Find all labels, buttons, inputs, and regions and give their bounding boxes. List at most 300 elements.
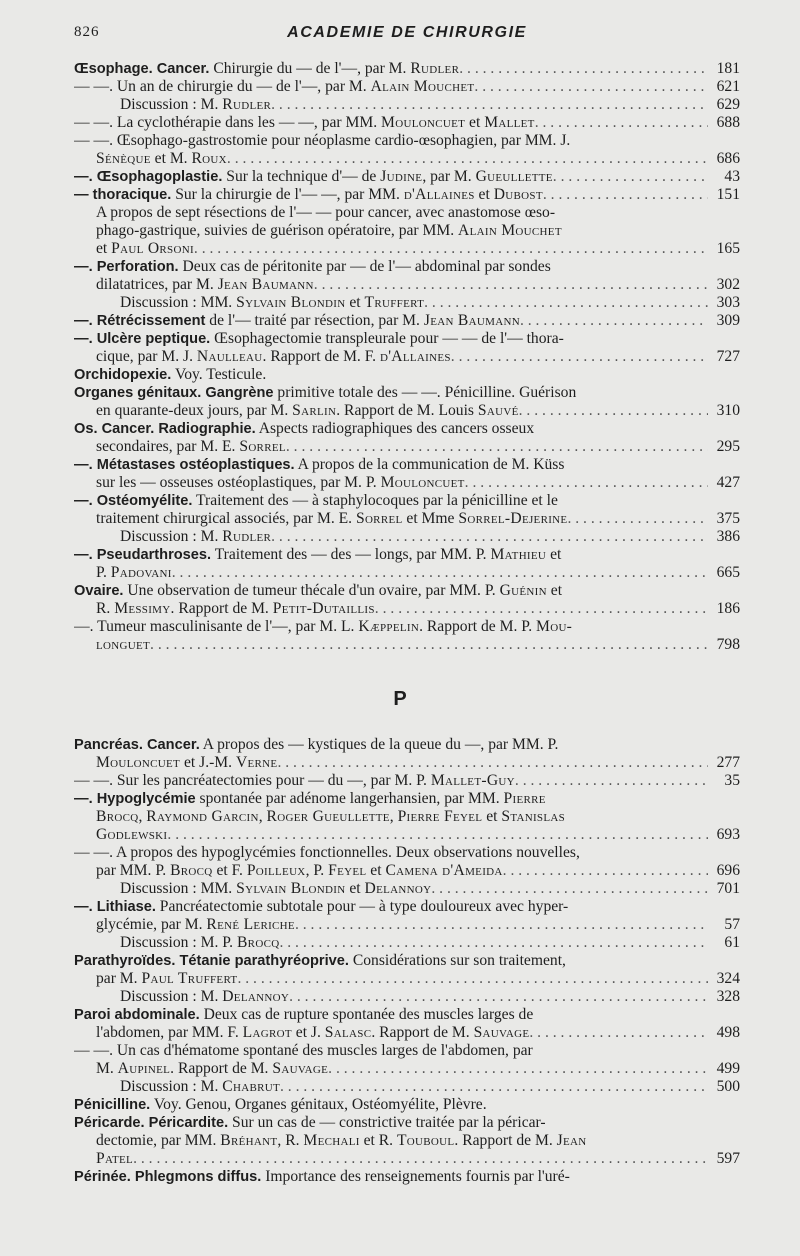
author-name: Bréhant [220,1132,278,1149]
index-line [74,492,740,510]
dot-leader [172,564,708,582]
author-name: Mou- [536,618,573,635]
author-name: Mouloncuet [381,114,466,131]
index-entry-text [96,276,314,294]
author-name: Poilleux [246,862,306,879]
page-reference: 61 [724,934,740,951]
entry-text: par MM. P. [96,862,171,879]
entry-text: — —. Œsophago-gastrostomie pour néoplasme cardio-œsophagien, par MM. J. [74,132,571,149]
entry-text: . Rapport de M. [454,1132,557,1149]
entry-text: et [546,546,562,563]
author-name: Sorrel-Dejerine [458,510,568,527]
index-entry-text [96,438,286,456]
entry-keyword: Os. Cancer. Radiographie. [74,421,256,437]
index-entry-text [120,988,289,1006]
index-entry-text [74,456,564,473]
author-name: Rudler [222,528,272,545]
index-line [74,1114,740,1132]
index-line [74,754,740,772]
index-line [74,312,740,330]
entry-text: Deux cas de péritonite par — de l'— abdominal par sondes [178,258,551,275]
index-line [74,844,740,862]
entry-text: . Rapport de M. [170,1060,273,1077]
page-number: 826 [74,24,100,40]
index-line [74,880,740,898]
page-reference: 165 [716,240,740,257]
index-section-o [74,60,740,654]
author-name: Sylvain Blondin [236,294,346,311]
index-line [74,366,740,384]
page-reference: 621 [716,78,740,95]
index-line [74,60,740,78]
index-line [74,132,740,150]
entry-text: Considérations sur son traitement, [348,952,566,969]
page-reference: 696 [716,862,740,879]
index-line [74,546,740,564]
entry-text: spontanée par adénome langerhansien, par MM. [195,790,504,807]
index-line [74,1006,740,1024]
section-letter: P [393,688,407,710]
entry-text: — —. Un cas d'hématome spontané des muscles larges de l'abdomen, par [74,1042,533,1059]
page-reference: 427 [716,474,740,491]
index-line [74,826,740,844]
page-reference: 181 [716,60,740,77]
entry-text: — —. Sur les pancréatectomies pour — du —, par M. P. [74,772,431,789]
index-entry-text [96,808,565,825]
page-reference: 665 [716,564,740,581]
dot-leader [328,1060,708,1078]
index-entry-text [96,348,451,366]
index-entry-text [96,510,567,528]
entry-text: A propos des — kystiques de la queue du —, par MM. P. [199,736,559,753]
entry-text: et J.-M. [180,754,236,771]
entry-text: glycémie, par M. [96,916,207,933]
index-line [74,204,740,222]
entry-text: Voy. Testicule. [171,366,267,383]
index-entry-text [74,168,553,186]
author-name: Alain Mouchet [458,222,562,239]
entry-keyword: —. Métastases ostéoplastiques. [74,457,295,473]
entry-text: A propos de la communication de M. Küss [294,456,565,473]
entry-keyword: Organes génitaux. Gangrène [74,385,274,401]
index-line [74,222,740,240]
dot-leader [459,60,708,78]
index-line [74,808,740,826]
entry-text: Une observation de tumeur thécale d'un ovaire, par MM. P. [123,582,500,599]
entry-text: . Rapport de M. [170,600,273,617]
author-name: Sauvage [272,1060,329,1077]
author-name: Paul Orsoni [111,240,194,257]
index-entry-text [74,258,551,275]
index-entry-text [120,1078,280,1096]
entry-text: et [96,240,112,257]
dot-leader [286,438,708,456]
index-entry-text [74,312,520,330]
index-entry-text [96,600,375,618]
entry-text: A propos de sept résections de l'— — pour cancer, avec anastomose œso- [96,204,556,221]
index-entry-text [74,844,580,861]
index-line [74,952,740,970]
entry-text: Discussion : M. [120,988,223,1005]
index-line [74,168,740,186]
entry-text: , [138,808,147,825]
entry-text: Discussion : MM. [120,880,237,897]
index-line [74,402,740,420]
index-line [74,1150,740,1168]
author-name: Pierre Feyel [397,808,483,825]
index-line [74,528,740,546]
entry-text: Œsophagectomie transpleurale pour — — de l'— thora- [210,330,564,347]
index-line [74,1168,740,1186]
entry-text: — —. A propos des hypoglycémies fonctionnelles. Deux observations nouvelles, [74,844,580,861]
index-entry-text [120,294,424,312]
index-entry-text [96,240,194,258]
index-line [74,78,740,96]
index-line [74,348,740,366]
entry-text: , [258,808,267,825]
index-line [74,582,740,600]
index-entry-text [120,528,271,546]
entry-text: et J. [291,1024,325,1041]
index-entry-text [74,546,561,563]
author-name: Godlewski [96,826,168,843]
page-reference: 35 [724,772,740,789]
page-reference: 324 [716,970,740,987]
running-title: ACADEMIE DE CHIRURGIE [287,24,527,41]
entry-text: et [465,114,485,131]
author-name: Sauvé [477,402,519,419]
dot-leader [133,1150,708,1168]
entry-text: Traitement des — des — longs, par MM. P. [211,546,491,563]
author-name: Lagrot [242,1024,292,1041]
author-name: Brocq [170,862,213,879]
entry-text: et [366,862,386,879]
entry-text: Sur la technique d'— de [222,168,381,185]
index-line [74,772,740,790]
dot-leader [515,772,708,790]
dot-leader [424,294,708,312]
dot-leader [295,916,708,934]
entry-text: Importance des renseignements fournis par l'uré- [261,1168,570,1185]
entry-text: et M. [150,150,192,167]
entry-text: dilatatrices, par M. [96,276,218,293]
index-entry-text [74,898,568,915]
index-entry-text [96,1060,328,1078]
entry-text: Deux cas de rupture spontanée des muscles larges de [199,1006,534,1023]
index-line [74,240,740,258]
index-line [74,1024,740,1042]
page-header [74,24,740,46]
entry-text: sur les — osseuses ostéoplastiques, par M. P. [96,474,381,491]
author-name: Jean Baumann [217,276,314,293]
dot-leader [237,970,708,988]
index-line [74,636,740,654]
dot-leader [150,636,708,654]
entry-keyword: —. Hypoglycémie [74,791,196,807]
page-reference: 597 [716,1150,740,1167]
index-entry-text [74,1006,533,1023]
page-reference: 701 [716,880,740,897]
index-entry-text [96,916,295,934]
index-line [74,564,740,582]
page-reference: 277 [716,754,740,771]
page-reference: 151 [716,186,740,203]
page-reference: 375 [716,510,740,527]
index-entry-text [74,384,576,401]
entry-text: Chirurgie du — de l'—, par M. [209,60,411,77]
author-name: Padovani [110,564,172,581]
author-name: Roux [191,150,227,167]
author-name: Verne [235,754,278,771]
dot-leader [503,862,708,880]
page-reference: 386 [716,528,740,545]
author-name: Delannoy [364,880,432,897]
index-line [74,600,740,618]
index-entry-text [96,402,519,420]
page-reference: 310 [716,402,740,419]
entry-text: Pancréatectomie subtotale pour — à type douloureux avec hyper- [155,898,569,915]
entry-keyword: —. Ulcère peptique. [74,331,211,347]
entry-text: traitement chirurgical associés, par M. E. [96,510,356,527]
entry-text: Sur un cas de — constrictive traitée par la péricar- [228,1114,546,1131]
entry-text: , R. [277,1132,304,1149]
entry-text: . Rapport de M. [371,1024,474,1041]
author-name: Judine [380,168,423,185]
author-name: Stanislas [501,808,566,825]
index-line [74,276,740,294]
author-name: Dubost [493,186,543,203]
author-name: Touboul [396,1132,455,1149]
author-name: Petit-Dutaillis [272,600,375,617]
author-name: Brocq [96,808,139,825]
index-line [74,988,740,1006]
author-name: Brocq [236,934,280,951]
page-reference: 727 [716,348,740,365]
index-entry-text [74,952,566,969]
entry-keyword: Orchidopexie. [74,367,172,383]
dot-leader [553,168,708,186]
author-name: Alain Mouchet [370,78,475,95]
page-reference: 693 [716,826,740,843]
index-entry-text [74,114,535,132]
page-reference: 328 [716,988,740,1005]
index-entry-text [74,492,558,509]
dot-leader [520,312,708,330]
page-reference: 686 [716,150,740,167]
entry-text: Aspects radiographiques des cancers osseux [255,420,535,437]
index-section-p [74,736,740,1186]
index-entry-text [96,970,237,988]
author-name: Mallet-Guy [430,772,515,789]
index-line [74,150,740,168]
index-entry-text [74,60,459,78]
author-name: Sylvain Blondin [236,880,346,897]
entry-text: et [482,808,502,825]
author-name: Chabrut [222,1078,280,1095]
page-reference: 629 [716,96,740,113]
page-reference: 57 [724,916,740,933]
index-entry-text [96,222,562,239]
dot-leader [451,348,708,366]
entry-text: , par M. [422,168,476,185]
entry-text: Discussion : M. [120,528,223,545]
author-name: Kæppelin [358,618,420,635]
author-name: Messimy [114,600,171,617]
index-entry-text [74,78,474,96]
index-entry-text [74,772,515,790]
author-name: Salasc [324,1024,372,1041]
author-name: longuet [96,636,151,653]
entry-text: Discussion : M. P. [120,934,237,951]
author-name: Naulleau [196,348,263,365]
entry-text: et [546,582,563,599]
page-reference: 309 [716,312,740,329]
author-name: Mouloncuet [96,754,181,771]
entry-text: et R. [359,1132,397,1149]
dot-leader [465,474,708,492]
index-entry-text [74,1168,570,1185]
entry-text: par M. [96,970,142,987]
dot-leader [375,600,708,618]
index-entry-text [74,736,558,753]
dot-leader [431,880,708,898]
entry-text: — —. Un an de chirurgie du — de l'—, par M. [74,78,371,95]
dot-leader [567,510,708,528]
entry-text: —. Tumeur masculinisante de l'—, par M. L. [74,618,359,635]
entry-keyword: Ovaire. [74,583,124,599]
page-reference: 498 [716,1024,740,1041]
entry-text: secondaires, par M. E. [96,438,240,455]
entry-text: et [345,294,365,311]
index-line [74,114,740,132]
index-entry-text [74,790,546,807]
entry-keyword: —. Rétrécissement [74,313,206,329]
index-entry-text [96,204,555,221]
index-entry-text [74,1042,533,1059]
dot-leader [280,1078,708,1096]
entry-text: de l'— traité par résection, par M. [205,312,424,329]
index-line [74,384,740,402]
entry-keyword: Pancréas. Cancer. [74,737,200,753]
author-name: d'Allaines [379,348,451,365]
entry-text: P. [96,564,111,581]
page-reference: 302 [716,276,740,293]
index-entry-text [96,150,227,168]
dot-leader [271,96,708,114]
dot-leader [314,276,708,294]
author-name: Mechali [303,1132,360,1149]
dot-leader [289,988,708,1006]
index-entry-text [74,366,266,383]
page-reference: 688 [716,114,740,131]
page-reference: 303 [716,294,740,311]
author-name: Delannoy [222,988,290,1005]
index-entry-text [96,474,465,492]
author-name: Rudler [222,96,272,113]
index-line [74,618,740,636]
dot-leader [519,402,708,420]
entry-text: R. [96,600,115,617]
entry-keyword: Périnée. Phlegmons diffus. [74,1169,262,1185]
dot-leader [271,528,708,546]
dot-leader [277,754,708,772]
index-line [74,1078,740,1096]
index-entry-text [120,880,431,898]
author-name: Patel [96,1150,134,1167]
index-line [74,916,740,934]
entry-text: et F. [212,862,247,879]
entry-text: , P. [305,862,329,879]
entry-text: Discussion : MM. [120,294,237,311]
index-line [74,474,740,492]
page-reference: 43 [724,168,740,185]
page-reference: 295 [716,438,740,455]
page-reference: 798 [716,636,740,653]
author-name: Raymond Garcin [146,808,259,825]
author-name: d'Allaines [403,186,475,203]
author-name: Jean Baumann [423,312,520,329]
author-name: Mathieu [490,546,547,563]
author-name: Sarlin [292,402,337,419]
index-line [74,1042,740,1060]
author-name: Aupinel [117,1060,171,1077]
entry-text: en quarante-deux jours, par M. [96,402,293,419]
entry-keyword: —. Lithiase. [74,899,156,915]
entry-keyword: —. Œsophagoplastie. [74,169,223,185]
index-line [74,970,740,988]
page-reference: 499 [716,1060,740,1077]
index-entry-text [74,132,570,149]
index-line [74,420,740,438]
index-line [74,1132,740,1150]
author-name: Mouloncuet [380,474,465,491]
entry-keyword: — thoracique. [74,187,172,203]
entry-keyword: —. Ostéomyélite. [74,493,193,509]
entry-text: . Rapport de M. Louis [336,402,478,419]
author-name: Guénin [499,582,547,599]
dot-leader [535,114,708,132]
entry-text: l'abdomen, par MM. F. [96,1024,243,1041]
entry-text: . Rapport de M. P. [419,618,537,635]
entry-text: et Mme [402,510,459,527]
entry-keyword: Œsophage. Cancer. [74,61,210,77]
index-line [74,330,740,348]
index-line [74,862,740,880]
index-entry-text [74,618,572,635]
entry-keyword: —. Perforation. [74,259,179,275]
index-line [74,294,740,312]
index-entry-text [74,582,562,599]
index-entry-text [96,754,277,772]
entry-text: M. [96,1060,118,1077]
author-name: Sorrel [355,510,403,527]
author-name: René Leriche [206,916,295,933]
index-line [74,790,740,808]
entry-text: primitive totale des — —. Pénicilline. Guérison [273,384,577,401]
author-name: Feyel [328,862,367,879]
entry-text: dectomie, par MM. [96,1132,221,1149]
dot-leader [279,934,708,952]
index-entry-text [74,186,543,204]
entry-keyword: —. Pseudarthroses. [74,547,212,563]
entry-text: Discussion : M. [120,1078,223,1095]
index-entry-text [74,330,564,347]
author-name: Mallet [484,114,535,131]
author-name: Paul Truffert [141,970,238,987]
index-line [74,898,740,916]
entry-text: Sur la chirurgie de l'— —, par MM. [171,186,404,203]
index-line [74,456,740,474]
